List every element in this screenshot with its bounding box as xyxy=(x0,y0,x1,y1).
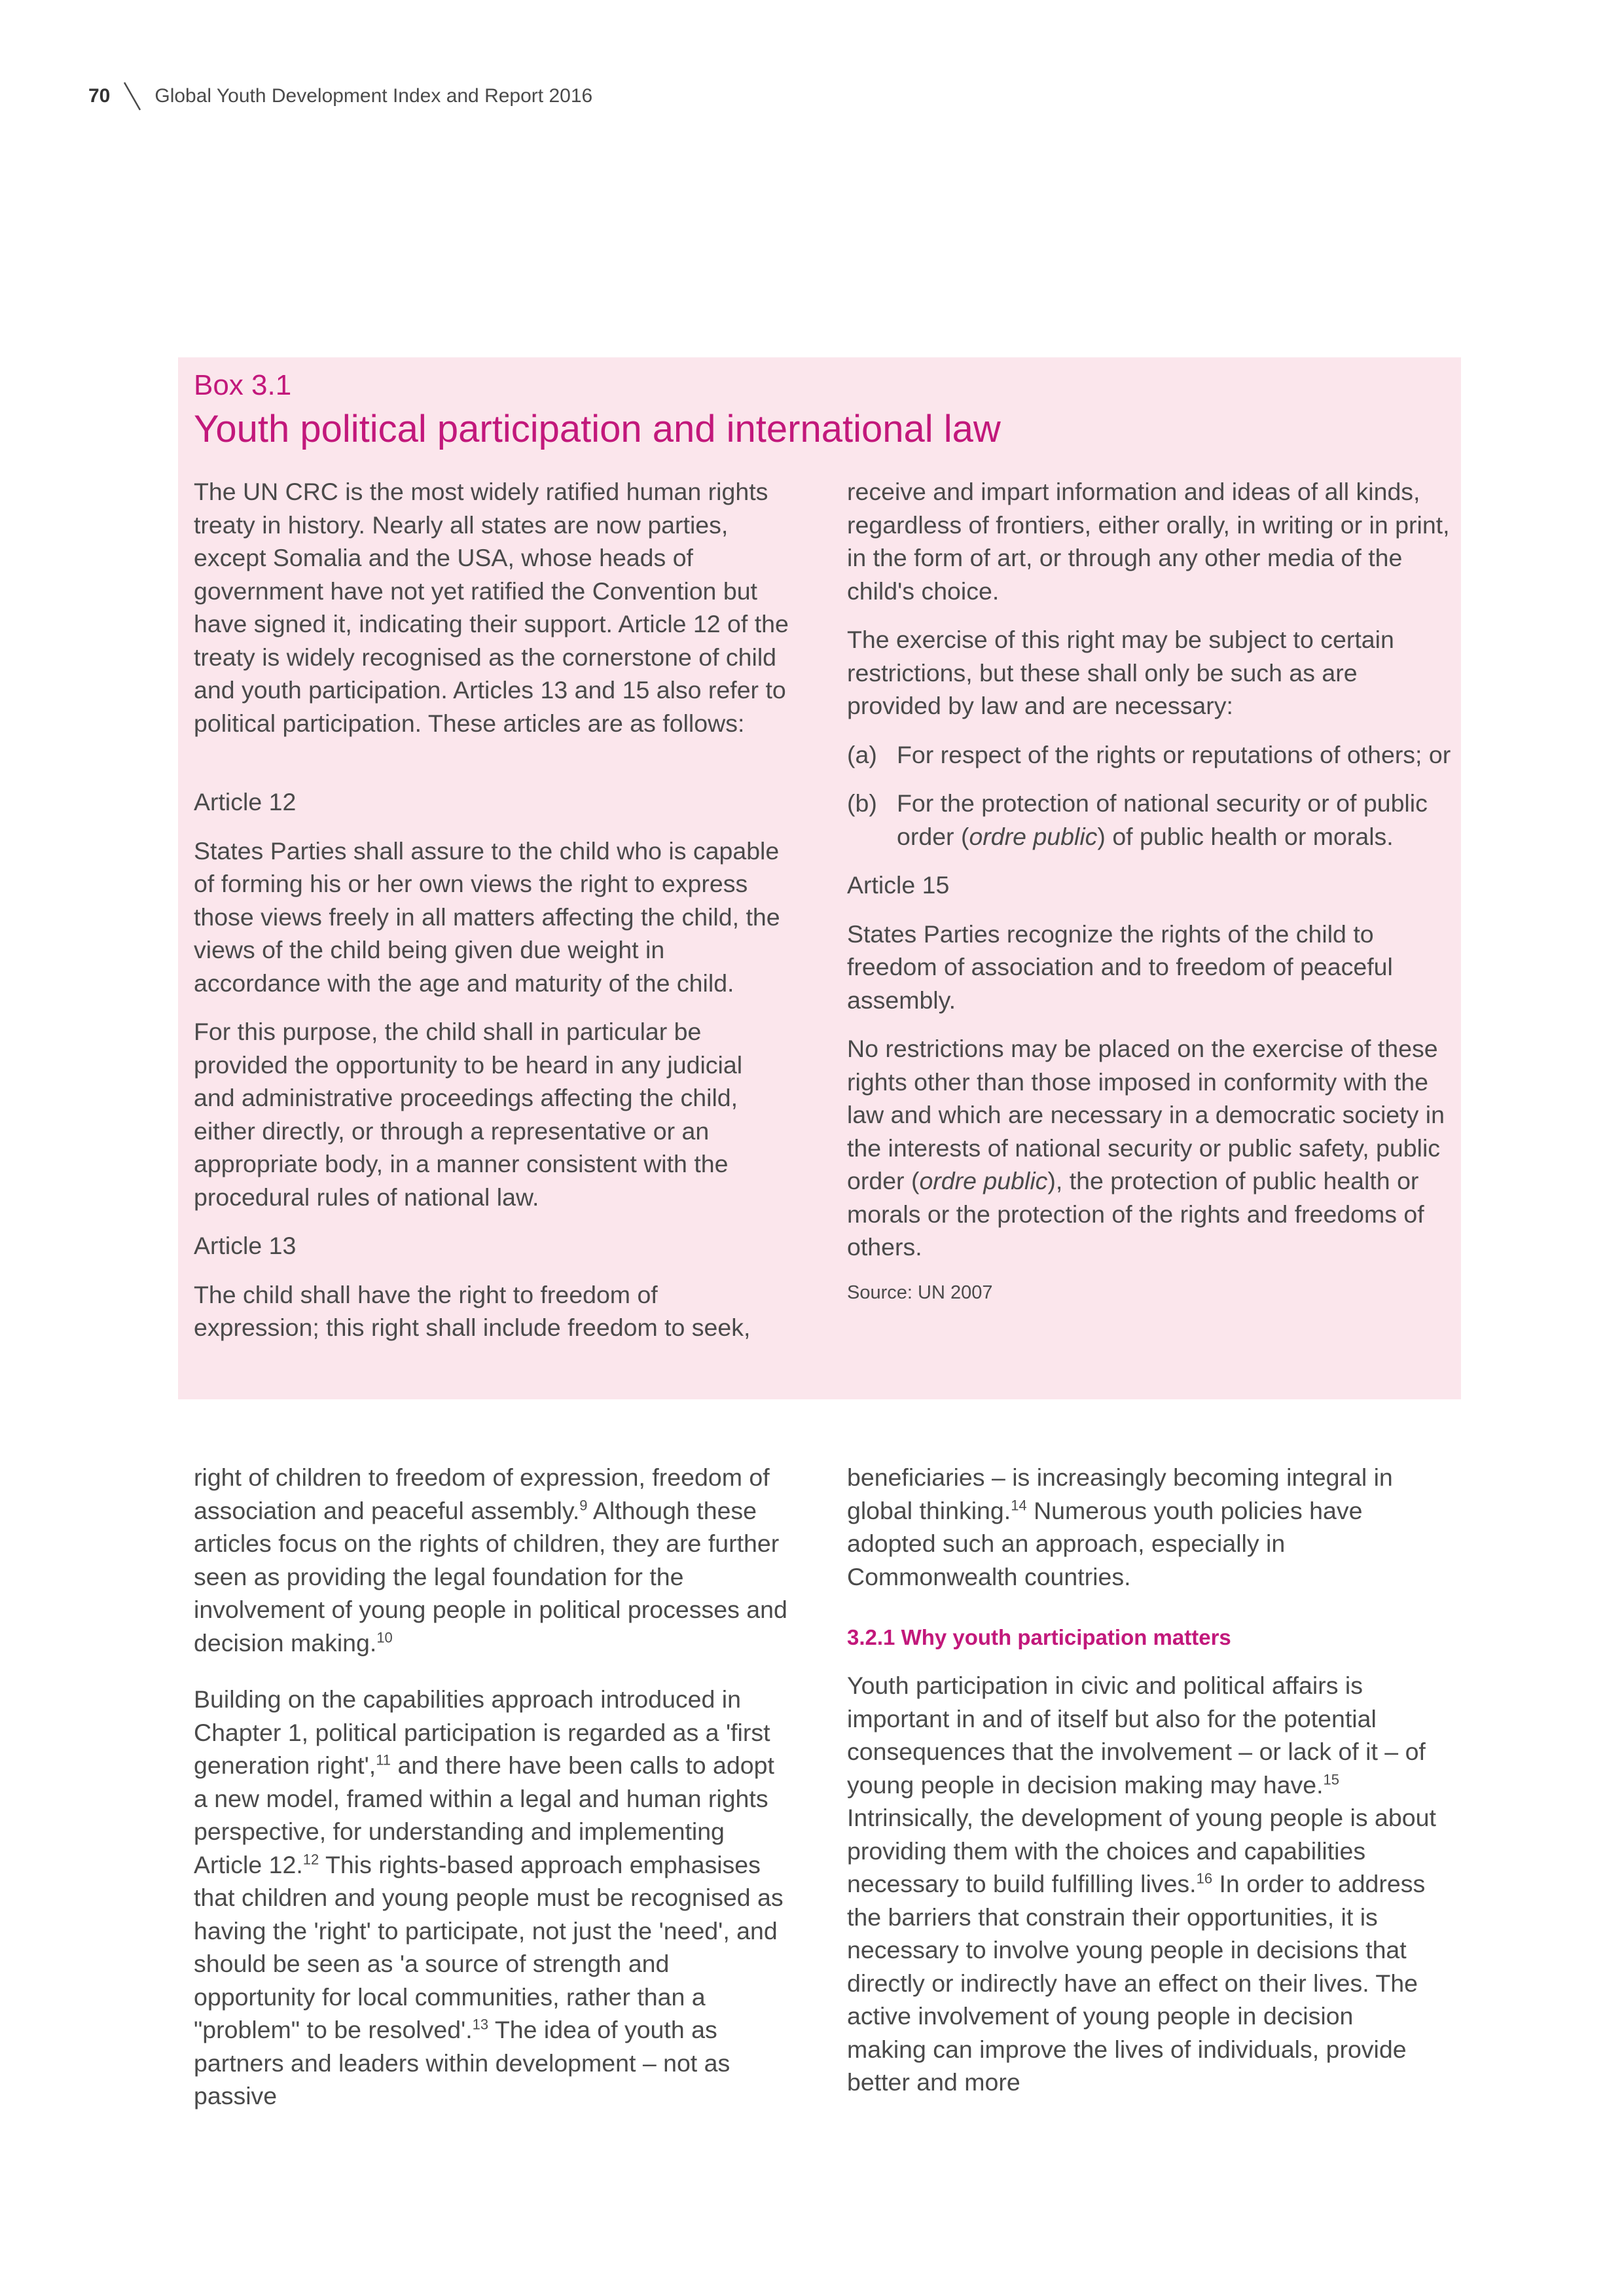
list-item-label: (b) xyxy=(847,789,877,817)
article-13-heading: Article 13 xyxy=(194,1232,297,1259)
article-15-heading: Article 15 xyxy=(847,871,950,899)
body-left-column xyxy=(194,1461,789,2136)
box-3-1 xyxy=(178,357,1461,1399)
box-left-column xyxy=(194,475,789,1360)
body-right-column xyxy=(847,1461,1436,2123)
article-13-paragraph: The child shall have the right to freedom of expression; this right shall include freedom to seek, xyxy=(194,1280,751,1341)
article-13-continued: receive and impart information and ideas of all kinds, regardless of frontiers, either orally, in writing or in print, in the form of art, or through any other media of the child's choice. xyxy=(847,478,1450,605)
page-number: 70 xyxy=(88,85,111,107)
article-15-paragraph-1: States Parties recognize the rights of the child to freedom of association and to freedom of peaceful assembly. xyxy=(847,920,1393,1014)
box-title: Youth political participation and international law xyxy=(194,408,1001,450)
article-13-restrictions: The exercise of this right may be subject to certain restrictions, but these shall only be such as are provided by law and are necessary: xyxy=(847,626,1394,719)
footnote-ref: 12 xyxy=(302,1851,319,1867)
footnote-ref: 16 xyxy=(1196,1870,1213,1887)
footnote-ref: 14 xyxy=(1011,1497,1027,1513)
list-item-b xyxy=(847,787,1456,853)
list-item-text: For respect of the rights or reputations of others; or xyxy=(897,740,1451,768)
body-paragraph: right of children to freedom of expression, freedom of association and peaceful assembly.$^9$ Although these articles focus on the rights of children, they are further seen as providing the legal foundation for the involvement of young people in political processes and decision making.$^{10}$ xyxy=(194,1463,787,1657)
footnote-ref: 9 xyxy=(579,1497,588,1513)
section-subheading: 3.2.1 Why youth participation matters xyxy=(847,1625,1231,1649)
box-label: Box 3.1 xyxy=(194,369,292,401)
list-item-a xyxy=(847,738,1456,772)
slash-divider-icon xyxy=(119,81,145,111)
article-15-paragraph-2: No restrictions may be placed on the exercise of these rights other than those imposed in conformity with the law and which are necessary in a democratic society in the interests of national security or public safety, public order (ordre public), the protection of public health or morals or the protection of the rights and freedoms of others. xyxy=(847,1035,1445,1261)
article-12-paragraph-2: For this purpose, the child shall in particular be provided the opportunity to be heard in any judicial and administrative proceedings affecting the child, either directly, or through a representative or an appropriate body, in a manner consistent with the procedural rules of national law. xyxy=(194,1018,743,1211)
body-paragraph: Building on the capabilities approach introduced in Chapter 1, political participation is regarded as a 'first generation right',$^{11}$ and there have been calls to adopt a new model, framed within a legal and human rights perspective, for understanding and implementing Article 12.12 This rights-based approach emphasises that children and young people must be recognised as having the 'right' to participate, not just the 'need', and should be seen as 'a source of strength and opportunity for local communities, rather than a "problem" to be resolved'.$^{13}$ The idea of youth as partners and leaders within development – not as passive xyxy=(194,1685,784,2109)
source-note: Source: UN 2007 xyxy=(847,1282,993,1303)
box-right-column xyxy=(847,475,1456,1306)
article-12-heading: Article 12 xyxy=(194,788,297,816)
list-item-label: (a) xyxy=(847,740,877,768)
footnote-ref: 10 xyxy=(376,1629,393,1645)
footnote-ref: 11 xyxy=(376,1751,391,1768)
box-intro-paragraph: The UN CRC is the most widely ratified human rights treaty in history. Nearly all states are now parties, except Somalia and the USA, whose heads of government have not yet ratified the Convention but have signed it, indicating their support. Article 12 of the treaty is widely recognised as the cornerstone of child and youth participation. Articles 13 and 15 also refer to political participation. These articles are as follows: xyxy=(194,478,789,737)
footnote-ref: 13 xyxy=(472,2016,489,2033)
list-item-text: For the protection of national security or of public order (ordre public) of public health or morals. xyxy=(897,789,1428,850)
page-header xyxy=(88,81,592,111)
article-12-paragraph-1: States Parties shall assure to the child who is capable of forming his or her own views the right to express those views freely in all matters affecting the child, the views of the child being given due weight in accordance with the age and maturity of the child. xyxy=(194,836,780,997)
footnote-ref: 15 xyxy=(1323,1771,1340,1787)
body-paragraph: beneficiaries – is increasingly becoming integral in global thinking.$^{14}$ Numerous youth policies have adopted such an approach, especially in Commonwealth countries. xyxy=(847,1463,1393,1590)
document-title: Global Youth Development Index and Report 2016 xyxy=(154,85,593,107)
body-paragraph: Youth participation in civic and political affairs is important in and of itself but also for the potential consequences that the involvement – or lack of it – of young people in decision making may have.$^{15}$ Intrinsically, the development of young people is about providing them with the choices and capabilities necessary to build fulfilling lives.$^{16}$ In order to address the barriers that constrain their opportunities, it is necessary to involve young people in decisions that directly or indirectly have an effect on their lives. The active involvement of young people in decision making can improve the lives of individuals, provide better and more xyxy=(847,1672,1436,2096)
